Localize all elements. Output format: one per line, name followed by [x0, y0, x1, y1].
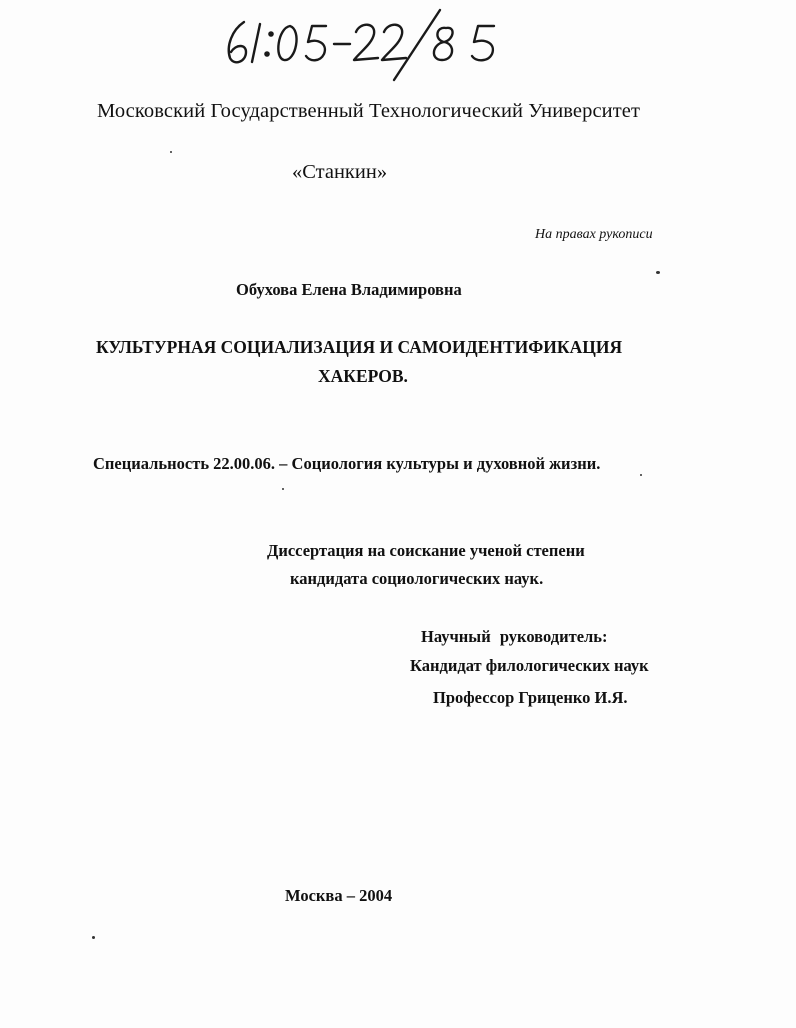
handwritten-archive-number — [214, 4, 514, 84]
supervisor-name: Профессор Гриценко И.Я. — [433, 688, 628, 707]
scan-speck — [282, 488, 284, 490]
dissertation-title-line-2: ХАКЕРОВ. — [318, 366, 408, 386]
degree-statement-line-2: кандидата социологических наук. — [290, 569, 544, 588]
supervisor-label: Научный руководитель: — [421, 627, 608, 646]
university-name: Московский Государственный Технологический Университет — [97, 100, 641, 122]
institution-short-name: «Станкин» — [292, 161, 388, 183]
specialty-line: Специальность 22.00.06. – Социология культуры и духовной жизни. — [93, 454, 601, 473]
city-and-year: Москва – 2004 — [285, 886, 393, 905]
scan-speck — [170, 151, 172, 153]
dissertation-title-line-1: КУЛЬТУРНАЯ СОЦИАЛИЗАЦИЯ И САМОИДЕНТИФИКАЦИЯ — [96, 337, 623, 357]
scan-speck — [640, 474, 642, 476]
degree-statement-line-1: Диссертация на соискание ученой степени — [267, 541, 585, 560]
handwritten-archive-number-drawing — [214, 4, 514, 84]
supervisor-degree: Кандидат филологических наук — [410, 656, 649, 675]
scan-speck — [656, 271, 660, 274]
scan-speck — [92, 936, 95, 939]
manuscript-rights-note: На правах рукописи — [535, 227, 653, 242]
author-name: Обухова Елена Владимировна — [236, 280, 462, 299]
